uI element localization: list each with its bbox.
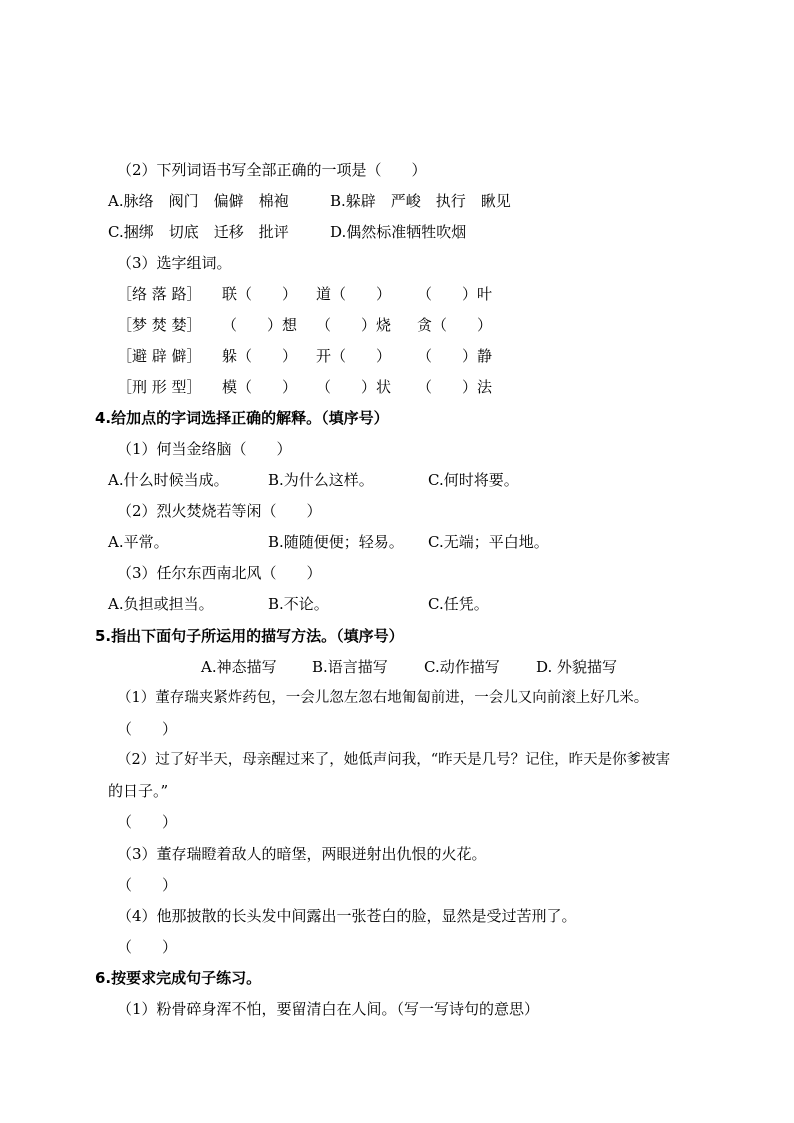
q5-option-c: C.动作描写 <box>424 658 500 676</box>
q5-sentence-2-cont: 的日子。” <box>108 782 169 800</box>
blank-word: 模（ ） <box>222 378 298 396</box>
char-group: ［梦 焚 婪］ <box>117 316 202 334</box>
char-group: ［刑 形 型］ <box>117 378 202 396</box>
q4-3-prompt: （3）任尔东西南北风（ ） <box>117 564 322 582</box>
q5-option-a: A.神态描写 <box>201 658 277 676</box>
q4-3-option-c: C.任凭。 <box>428 595 489 613</box>
q3-2-option-b: B.躲辟 严峻 执行 瞅见 <box>330 192 511 210</box>
blank-word: 联（ ） <box>222 285 298 303</box>
q4-1-prompt: （1）何当金络脑（ ） <box>117 440 292 458</box>
q4-2-prompt: （2）烈火焚烧若等闲（ ） <box>117 502 322 520</box>
q4-1-option-a: A.什么时候当成。 <box>108 471 229 489</box>
q3-2-option-c: C.捆绑 切底 迁移 批评 <box>108 223 289 241</box>
q4-3-option-b: B.不论。 <box>268 595 329 613</box>
q5-option-d: D. 外貌描写 <box>536 658 618 676</box>
q6-sentence-1: （1）粉骨碎身浑不怕，要留清白在人间。（写一写诗句的意思） <box>117 1000 540 1018</box>
blank-word: 道（ ） <box>316 285 392 303</box>
q3-2-option-a: A.脉络 阀门 偏僻 棉袍 <box>108 192 289 210</box>
q4-2-option-a: A.平常。 <box>108 533 169 551</box>
q3-3-prompt: （3）选字组词。 <box>117 254 232 272</box>
q5-sentence-3: （3）董存瑞瞪着敌人的暗堡，两眼迸射出仇恨的火花。 <box>117 845 487 863</box>
char-group: ［络 落 路］ <box>117 285 202 303</box>
q6-title: 6.按要求完成句子练习。 <box>95 969 262 987</box>
blank-word: （ ）叶 <box>417 285 493 303</box>
q4-2-option-c: C.无端；平白地。 <box>428 533 549 551</box>
q5-title: 5.指出下面句子所运用的描写方法。（填序号） <box>95 627 404 645</box>
blank-word: （ ）静 <box>417 347 493 365</box>
answer-blank: （ ） <box>117 938 178 956</box>
answer-blank: （ ） <box>117 720 178 738</box>
blank-word: 开（ ） <box>316 347 392 365</box>
blank-word: （ ）状 <box>316 378 392 396</box>
q4-title: 4.给加点的字词选择正确的解释。（填序号） <box>95 409 389 427</box>
char-group: ［避 辟 僻］ <box>117 347 202 365</box>
q3-2-prompt: （2）下列词语书写全部正确的一项是（ ） <box>117 161 427 179</box>
q4-2-option-b: B.随随便便；轻易。 <box>268 533 404 551</box>
blank-word: 躲（ ） <box>222 347 298 365</box>
q5-sentence-1: （1）董存瑞夹紧炸药包，一会儿忽左忽右地匍匐前进，一会儿又向前滚上好几米。 <box>117 690 649 706</box>
q4-1-option-b: B.为什么这样。 <box>268 471 374 489</box>
q5-sentence-4: （4）他那披散的长头发中间露出一张苍白的脸，显然是受过苦刑了。 <box>117 907 577 925</box>
blank-word: （ ）想 <box>222 316 298 334</box>
answer-blank: （ ） <box>117 876 178 894</box>
q3-2-option-d: D.偶然标准牺牲吹烟 <box>330 223 467 241</box>
blank-word: （ ）法 <box>417 378 493 396</box>
blank-word: （ ）烧 <box>316 316 392 334</box>
blank-word: 贪（ ） <box>417 316 493 334</box>
q4-1-option-c: C.何时将要。 <box>428 471 519 489</box>
q4-3-option-a: A.负担或担当。 <box>108 595 214 613</box>
q5-option-b: B.语言描写 <box>312 658 388 676</box>
q5-sentence-2: （2）过了好半天，母亲醒过来了，她低声问我，“昨天是几号？记住，昨天是你爹被害 <box>117 752 671 768</box>
answer-blank: （ ） <box>117 813 178 831</box>
